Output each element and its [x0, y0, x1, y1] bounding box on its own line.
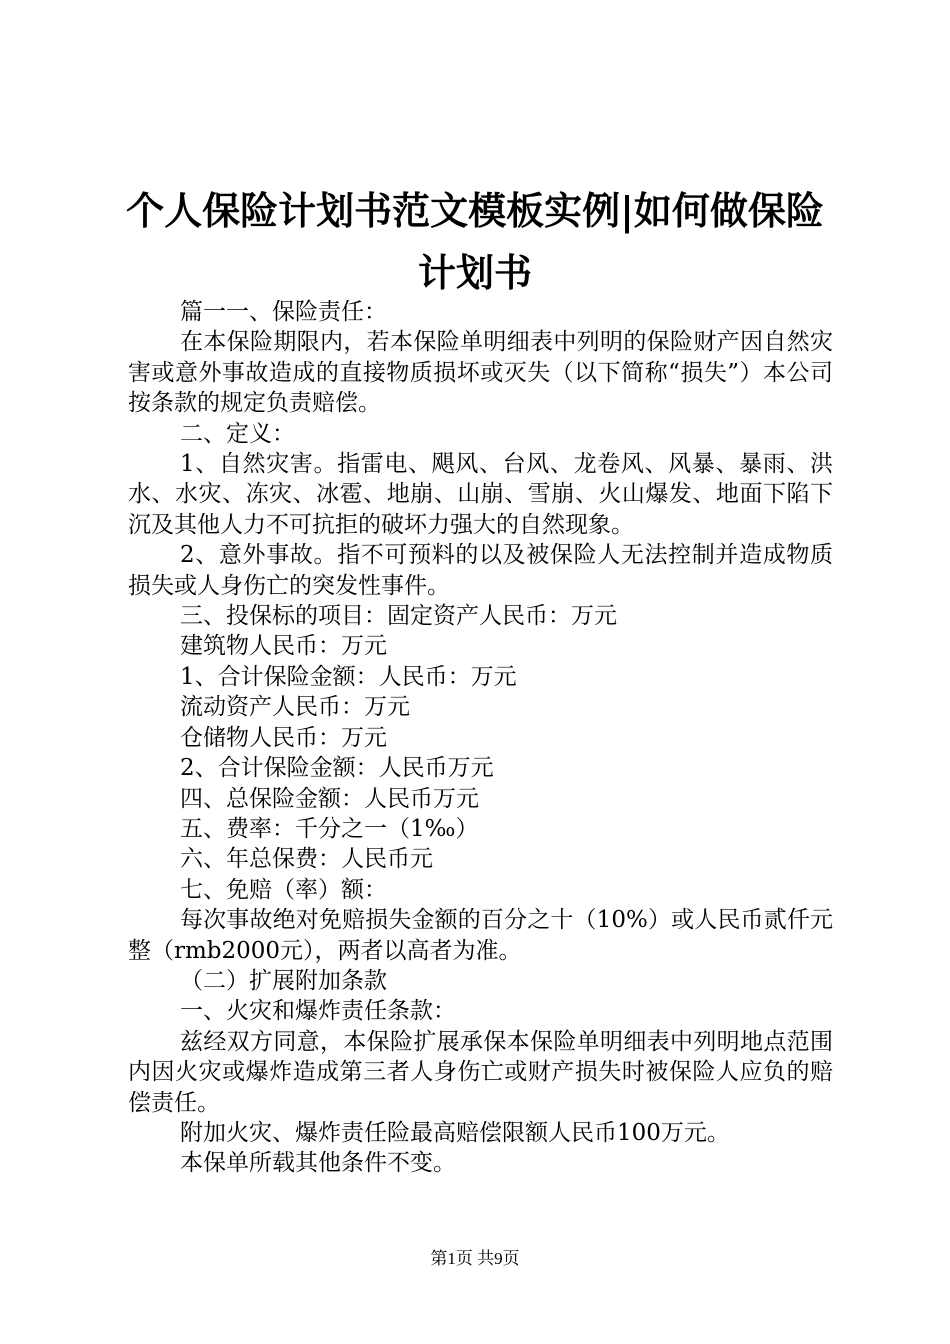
paragraph: 篇一一、保险责任： [180, 299, 387, 325]
paragraph: 附加火灾、爆炸责任险最高赔偿限额人民币100万元。 [180, 1119, 730, 1146]
paragraph: 一、火灾和爆炸责任条款： [180, 998, 456, 1025]
paragraph: 流动资产人民币：万元 [180, 694, 410, 721]
paragraph: 四、总保险金额：人民币万元 [180, 785, 479, 812]
paragraph: 1、合计保险金额：人民币：万元 [180, 663, 517, 690]
paragraph: （二）扩展附加条款 [180, 967, 387, 994]
page-footer: 第1页 共9页 [430, 1249, 520, 1268]
paragraph: 建筑物人民币：万元 [180, 633, 387, 660]
paragraph: 本保单所载其他条件不变。 [180, 1150, 456, 1177]
paragraph: 仓储物人民币：万元 [180, 724, 387, 751]
paragraph: 二、定义： [180, 420, 295, 447]
paragraph: 六、年总保费：人民币元 [180, 846, 433, 873]
document-title: 个人保险计划书范文模板实例|如何做保险计划书 [126, 188, 824, 295]
document-body [128, 297, 833, 1179]
paragraph: 在本保险期限内，若本保险单明细表中列明的保险财产因自然灾害或意外事故造成的直接物质损坏或灭失（以下简称“损失”）本公司按条款的规定负责赔偿。 [128, 329, 833, 417]
paragraph: 2、合计保险金额：人民币万元 [180, 755, 494, 782]
paragraph: 七、免赔（率）额： [180, 876, 387, 903]
paragraph: 五、费率：千分之一（1‰） [180, 815, 479, 842]
paragraph: 2、意外事故。指不可预料的以及被保险人无法控制并造成物质损失或人身伤亡的突发性事件。 [128, 542, 833, 599]
paragraph: 兹经双方同意，本保险扩展承保本保险单明细表中列明地点范围内因火灾或爆炸造成第三者人身伤亡或财产损失时被保险人应负的赔偿责任。 [128, 1028, 833, 1116]
paragraph: 三、投保标的项目：固定资产人民币：万元 [180, 603, 617, 630]
paragraph: 每次事故绝对免赔损失金额的百分之十（10%）或人民币贰仟元整（rmb2000元），两者以高者为准。 [128, 907, 833, 964]
paragraph: 1、自然灾害。指雷电、飓风、台风、龙卷风、风暴、暴雨、洪水、水灾、冻灾、冰雹、地崩、山崩、雪崩、火山爆发、地面下陷下沉及其他人力不可抗拒的破坏力强大的自然现象。 [128, 451, 833, 538]
